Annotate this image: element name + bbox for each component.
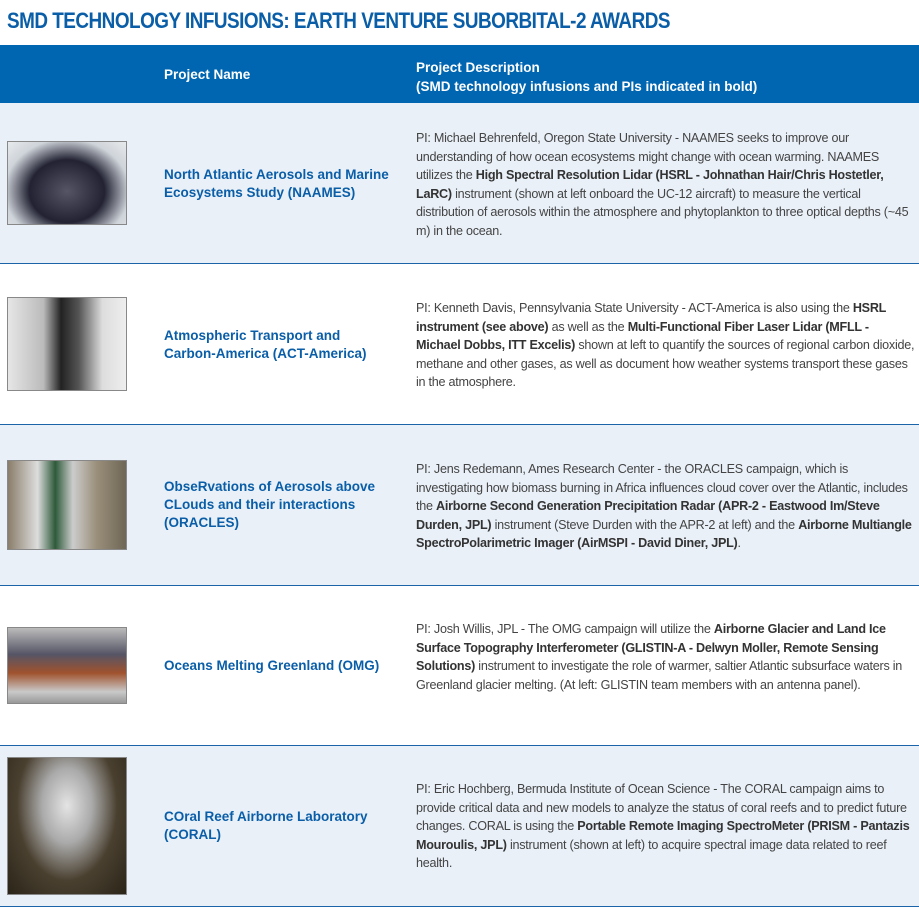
project-description (416, 299, 916, 392)
column-header-project-description (416, 58, 757, 96)
description-text: PI: Michael Behrenfeld, Oregon State University - NAAMES seeks to improve our understanding of how ocean ecosystems might change with ocean warming. NAAMES utilizes the (416, 131, 880, 182)
column-header-project-name: Project Name (164, 67, 251, 82)
page-title: SMD TECHNOLOGY INFUSIONS: EARTH VENTURE SUBORBITAL-2 AWARDS (7, 8, 670, 33)
project-description (416, 460, 916, 553)
description-text: shown at left to quantify the sources of regional carbon dioxide, methane and other gases, as well as document how weather systems transport these gases in the atmosphere. (416, 338, 915, 389)
bold-infusion-text: Portable Remote Imaging SpectroMeter (PRISM - Pantazis Mouroulis, JPL) (416, 819, 910, 852)
apr2-photo (7, 460, 127, 550)
glistin-photo (7, 627, 127, 704)
description-text: . (737, 536, 741, 550)
mfll-photo (7, 297, 127, 391)
header-desc-line2: (SMD technology infusions and PIs indicated in bold) (416, 79, 758, 94)
project-name: COral Reef Airborne Laboratory (CORAL) (164, 809, 368, 842)
bold-infusion-text: Airborne Multiangle SpectroPolarimetric Imager (AirMSPI - David Diner, JPL) (416, 517, 912, 550)
project-name: Atmospheric Transport and Carbon-America (ACT-America) (164, 328, 367, 361)
project-name: ObseRvations of Aerosols above CLouds and their interactions (ORACLES) (164, 479, 376, 530)
description-text: instrument (shown at left) to acquire spectral image data related to reef health. (416, 837, 887, 870)
bold-infusion-text: HSRL instrument (see above) (416, 301, 886, 334)
table-row (0, 264, 919, 425)
prism-photo (7, 757, 127, 895)
description-text: as well as the (548, 319, 628, 334)
bold-infusion-text: Airborne Glacier and Land Ice Surface Topography Interferometer (GLISTIN-A - Delwyn Moller, Remote Sensing Solutions) (416, 622, 886, 673)
description-text: PI: Eric Hochberg, Bermuda Institute of Ocean Science - The CORAL campaign aims to provide critical data and new models to analyze the status of coral reefs and to predict future changes. CORAL is using the (416, 782, 907, 833)
bold-infusion-text: Airborne Second Generation Precipitation Radar (APR-2 - Eastwood Im/Steve Durden, JPL) (416, 499, 880, 532)
project-description (416, 780, 916, 873)
project-description (416, 129, 916, 240)
table-row (0, 586, 919, 746)
table-row (0, 746, 919, 907)
description-text: PI: Kenneth Davis, Pennsylvania State University - ACT-America is also using the (416, 301, 853, 315)
table-row (0, 425, 919, 586)
table-header (0, 45, 919, 103)
project-name: North Atlantic Aerosols and Marine Ecosystems Study (NAAMES) (164, 167, 389, 200)
description-text: instrument to investigate the role of warmer, saltier Atlantic subsurface waters in Greenland glacier melting. (At left: GLISTIN team members with an antenna panel). (416, 659, 903, 692)
project-description (416, 620, 916, 694)
bold-infusion-text: High Spectral Resolution Lidar (HSRL - Johnathan Hair/Chris Hostetler, LaRC) (416, 168, 884, 201)
description-text: instrument (Steve Durden with the APR-2 at left) and the (491, 517, 799, 532)
table-row (0, 103, 919, 264)
description-text: instrument (shown at left onboard the UC-12 aircraft) to measure the vertical distribution of aerosols within the atmosphere and phytoplankton to three optical depths (~45 m) in the ocean. (416, 186, 909, 238)
hsrl-photo (7, 141, 127, 225)
description-text: PI: Jens Redemann, Ames Research Center - the ORACLES campaign, which is investigating how biomass burning in Africa influences cloud cover over the Atlantic, includes the (416, 462, 908, 513)
header-desc-line1: Project Description (416, 60, 540, 75)
project-name: Oceans Melting Greenland (OMG) (164, 658, 380, 673)
bold-infusion-text: Multi-Functional Fiber Laser Lidar (MFLL - Michael Dobbs, ITT Excelis) (416, 319, 869, 352)
description-text: PI: Josh Willis, JPL - The OMG campaign will utilize the (416, 622, 714, 636)
